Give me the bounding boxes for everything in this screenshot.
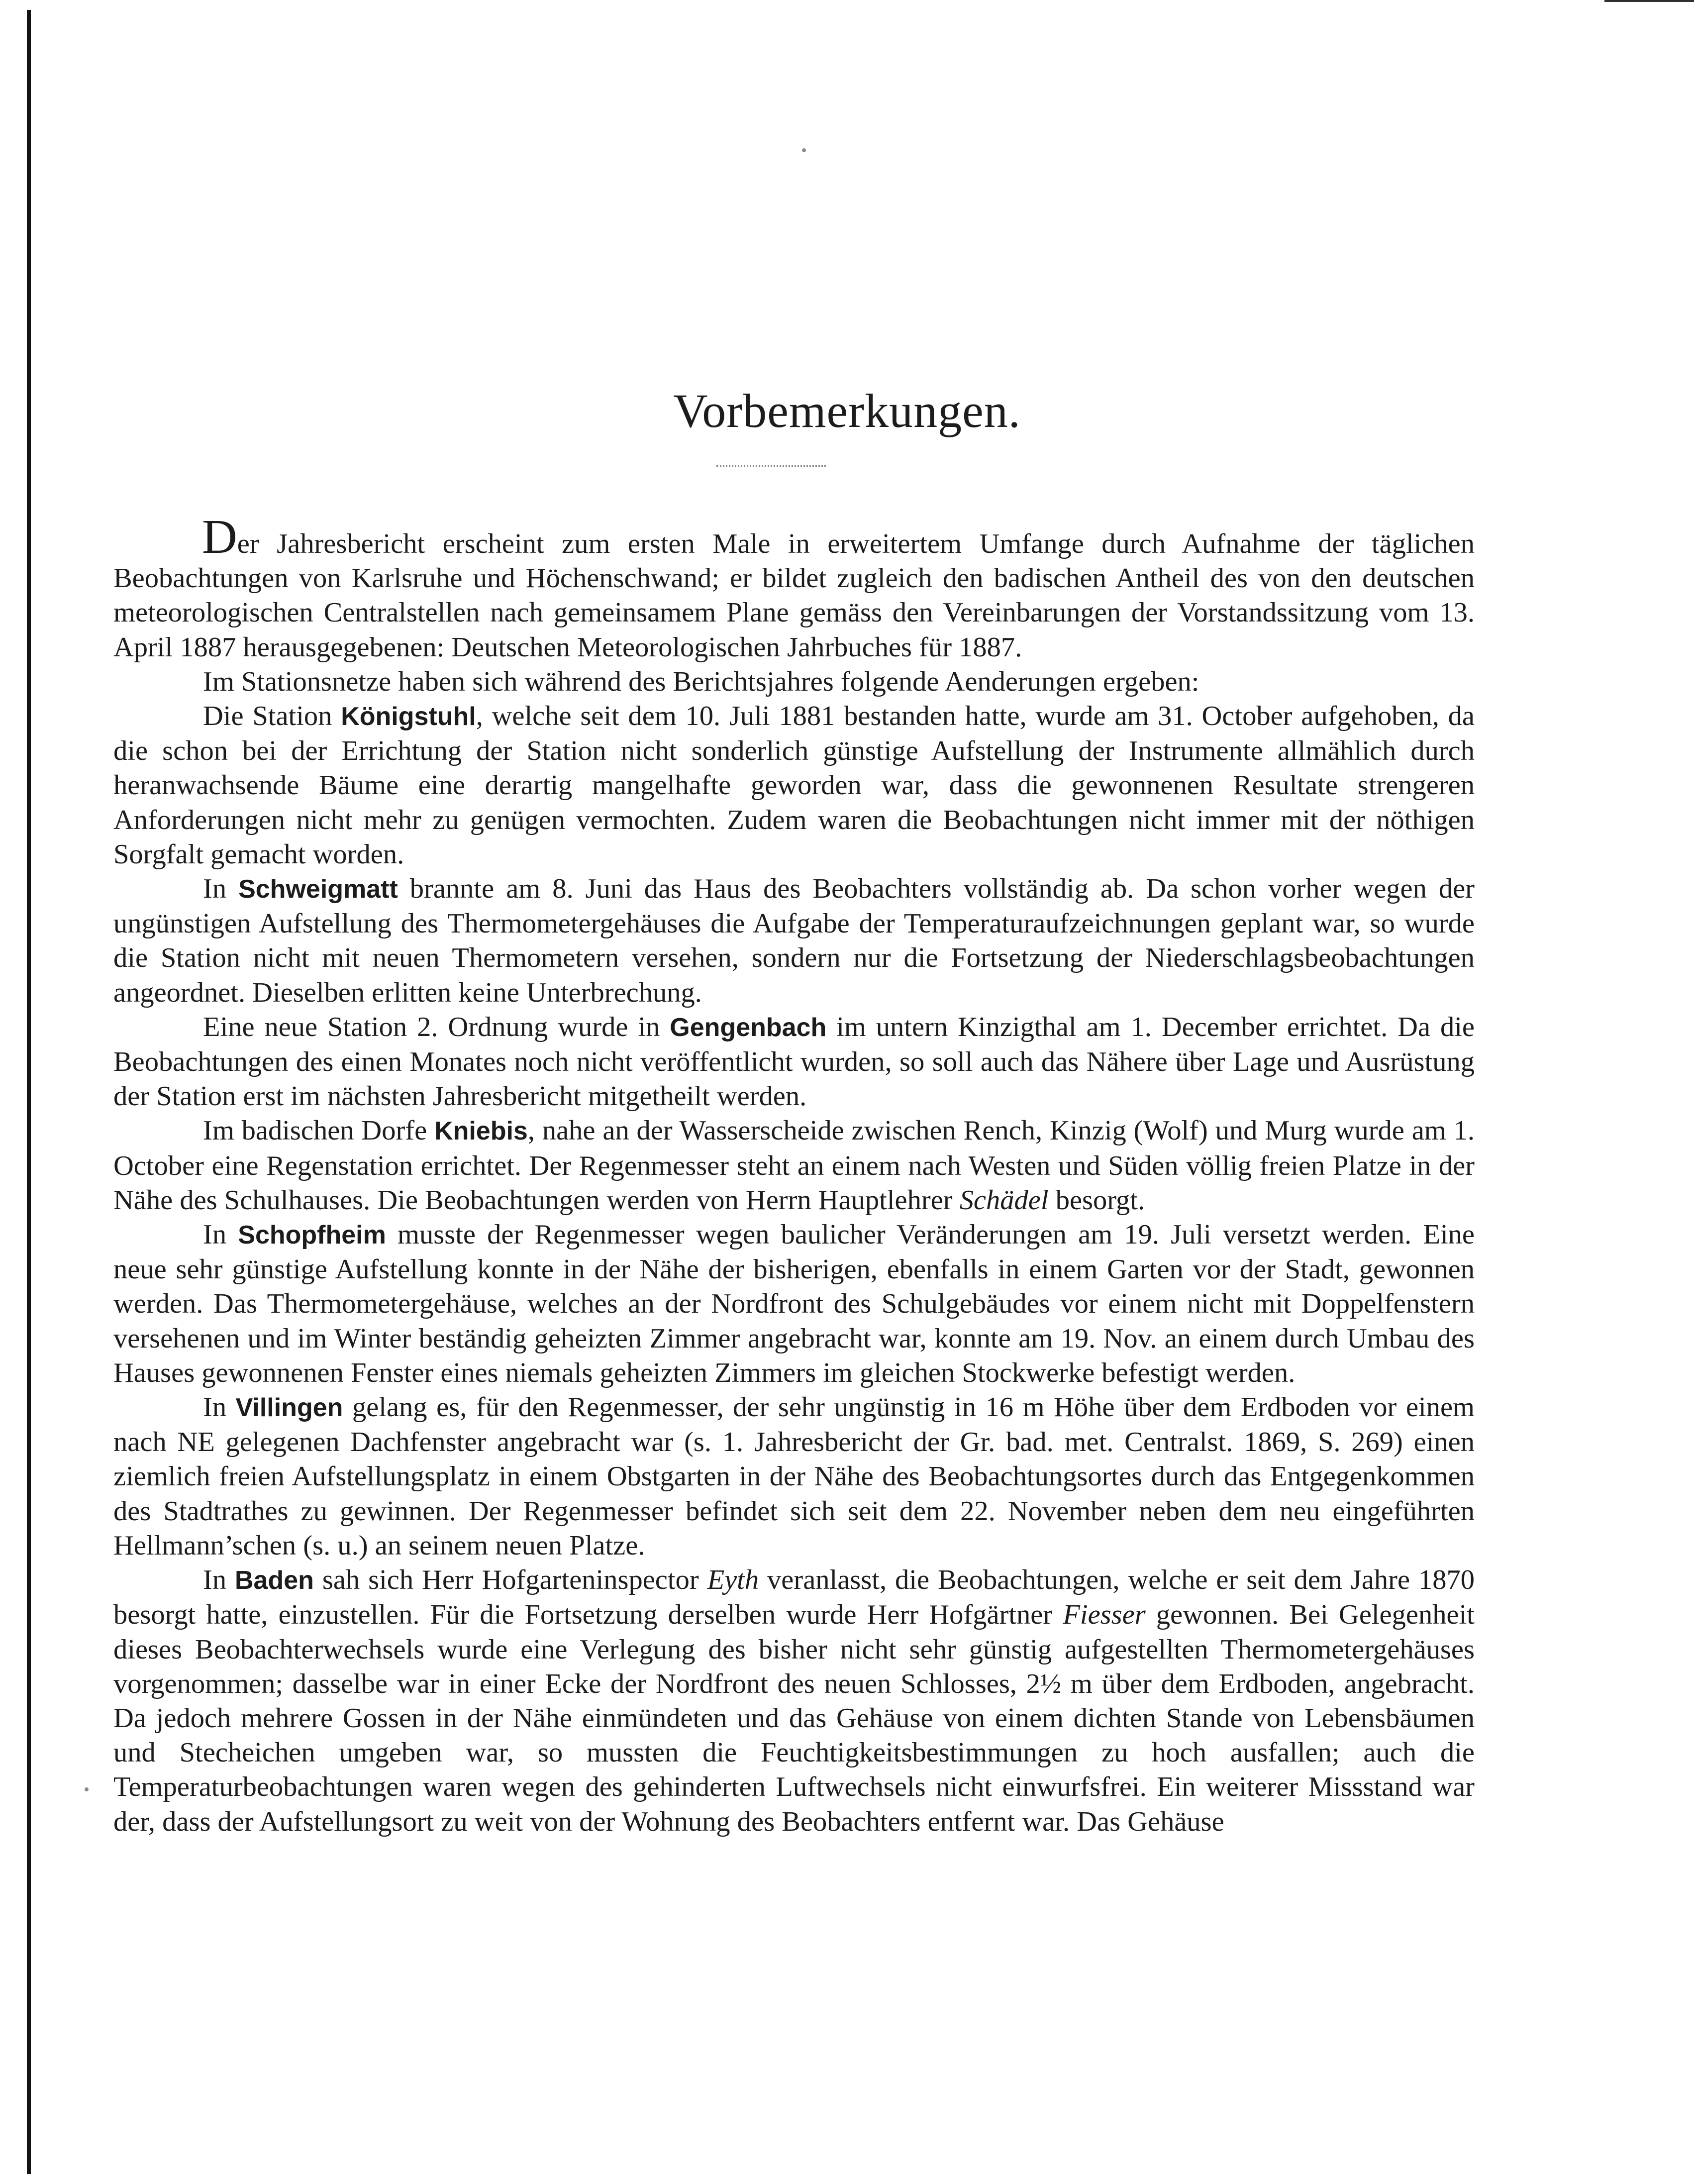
paragraph-text: gewonnen. Bei Gelegenheit dieses Beobachterwechsels wurde eine Verlegung des bisher nicht sehr günstig aufgestellten Thermometergehäuses vorgenommen; dasselbe war in einer Ecke der Nordfront des neuen Schlosses, 2½ m über dem Erdboden, angebracht. Da jedoch mehrere Gossen in der Nähe einmündeten und das Gehäuse von einem dichten Stande von Lebensbäumen und Stecheichen umgeben war, so mussten die Feuchtigkeitsbestimmungen zu hoch ausfallen; auch die Temperaturbeobachtungen waren wegen des gehinderten Luftwechsels nicht einwurfsfrei. Ein weiterer Missstand war der, dass der Aufstellungsort zu weit von der Wohnung des Beobachters entfernt war. Das Gehäuse [113,1599,1475,1837]
paragraph-text: Im Stationsnetze haben sich während des Berichtsjahres folgende Aenderungen ergeben: [203,666,1199,697]
document-body [113,510,1475,1839]
paragraph-text: , welche seit dem 10. Juli 1881 bestanden hatte, wurde am 31. October aufgehoben, da die schon bei der Errichtung der Station nicht sonderlich günstige Aufstellung der Instrumente allmählich durch heranwachsende Bäume eine derartig mangelhafte geworden war, dass die gewonnenen Resultate strengeren Anforderungen nicht mehr zu genügen vermochten. Zudem waren die Beobachtungen nicht immer mit der nöthigen Sorgfalt gemacht worden. [113,701,1475,870]
paragraph-text: In [203,873,239,905]
page-title: Vorbemerkungen. [673,384,1021,437]
paragraph-koenigstuhl [113,699,1475,872]
title-ornament [716,465,826,467]
station-name: Gengenbach [670,1013,827,1042]
station-name: Villingen [235,1393,343,1423]
paragraph-text: er Jahresbericht erscheint zum ersten Male in erweitertem Umfange durch Aufnahme der täglichen Beobachtungen von Karlsruhe und Höchenschwand; er bildet zugleich den badischen Antheil des von den deutschen meteorologischen Centralstellen nach gemeinsamem Plane gemäss den Vereinbarungen der Vorstandssitzung vom 13. April 1887 herausgegebenen: Deutschen Meteorologischen Jahrbuches für 1887. [113,528,1475,663]
paragraph-text: besorgt. [1048,1184,1145,1216]
paragraph-text: In [203,1392,236,1423]
station-name: Königstuhl [341,702,476,731]
paragraph-gengenbach [113,1010,1475,1114]
scan-speck [802,148,806,152]
binding-edge-rule [27,10,31,2174]
paragraph-text: , nahe an der Wasserscheide zwischen Rench, Kinzig (Wolf) und Murg wurde am 1. October eine Regenstation errichtet. Der Regenmesser steht an einem nach Westen und Süden völlig freien Platze in der Nähe des Schulhauses. Die Beobachtungen werden von Herrn Hauptlehrer [113,1115,1475,1216]
paragraph-text: brannte am 8. Juni das Haus des Beobachters vollständig ab. Da schon vorher wegen der ungünstigen Aufstellung des Thermometergehäuses die Aufgabe der Temperaturaufzeichnungen geplant war, so wurde die Station nicht mit neuen Thermometern versehen, sondern nur die Fortsetzung der Niederschlagsbeobachtungen angeordnet. Dieselben erlitten keine Unterbrechung. [113,873,1475,1008]
station-name: Schopfheim [238,1221,386,1250]
paragraph-villingen [113,1390,1475,1563]
paragraph-kniebis [113,1114,1475,1218]
paragraph-changes-intro [113,665,1475,699]
paragraph-text: sah sich Herr Hofgarteninspector [313,1564,707,1596]
paragraph-text: In [203,1564,235,1596]
paragraph-schweigmatt [113,872,1475,1010]
paragraph-text: Im badischen Dorfe [203,1115,435,1146]
corner-rule [1604,0,1694,2]
paragraph-text: musste der Regenmesser wegen baulicher Veränderungen am 19. Juli versetzt werden. Eine neue sehr günstige Aufstellung konnte in der Nähe der bisherigen, ebenfalls in einem Garten vor der Stadt, gewonnen werden. Das Thermometergehäuse, welches an der Nordfront des Schulgebäudes vor einem nicht mit Doppelfenstern versehenen und im Winter beständig geheizten Zimmer angebracht war, konnte am 19. Nov. an einem durch Umbau des Hauses gewonnenen Fenster eines niemals geheizten Zimmers im gleichen Stockwerke befestigt werden. [113,1219,1475,1388]
person-name: Fiesser [1063,1599,1146,1631]
paragraph-text: Eine neue Station 2. Ordnung wurde in [203,1011,670,1042]
station-name: Kniebis [434,1117,528,1146]
station-name: Baden [235,1566,314,1595]
scan-speck [85,1787,89,1791]
paragraph-schopfheim [113,1218,1475,1390]
person-name: Schädel [959,1184,1049,1216]
paragraph-text: In [203,1219,238,1250]
person-name: Eyth [707,1564,759,1596]
paragraph-text: Die Station [203,701,341,732]
paragraph-text: gelang es, für den Regenmesser, der sehr ungünstig in 16 m Höhe über dem Erdboden vor einem nach NE gelegenen Dachfenster angebracht war (s. 1. Jahresbericht der Gr. bad. met. Centralst. 1869, S. 269) einen ziemlich freien Aufstellungsplatz in einem Obstgarten in der Nähe des Beobachtungsortes durch das Entgegenkommen des Stadtrathes zu gewinnen. Der Regenmesser befindet sich seit dem 22. November neben dem neu eingeführten Hellmann’schen (s. u.) an seinem neuen Platze. [113,1392,1475,1561]
paragraph-intro [113,510,1475,665]
paragraph-text: veranlasst, die Beobachtungen, welche er seit dem Jahre 1870 besorgt hatte, einzustellen. Für die Fortsetzung derselben wurde Herr Hofgärtner [113,1564,1475,1631]
drop-cap: D [202,510,237,564]
station-name: Schweigmatt [238,875,398,904]
paragraph-text: im untern Kinzigthal am 1. December errichtet. Da die Beobachtungen des einen Monates noch nicht veröffentlicht wurden, so soll auch das Nähere über Lage und Ausrüstung der Station erst im nächsten Jahresbericht mitgetheilt werden. [113,1011,1475,1112]
paragraph-baden [113,1563,1475,1839]
